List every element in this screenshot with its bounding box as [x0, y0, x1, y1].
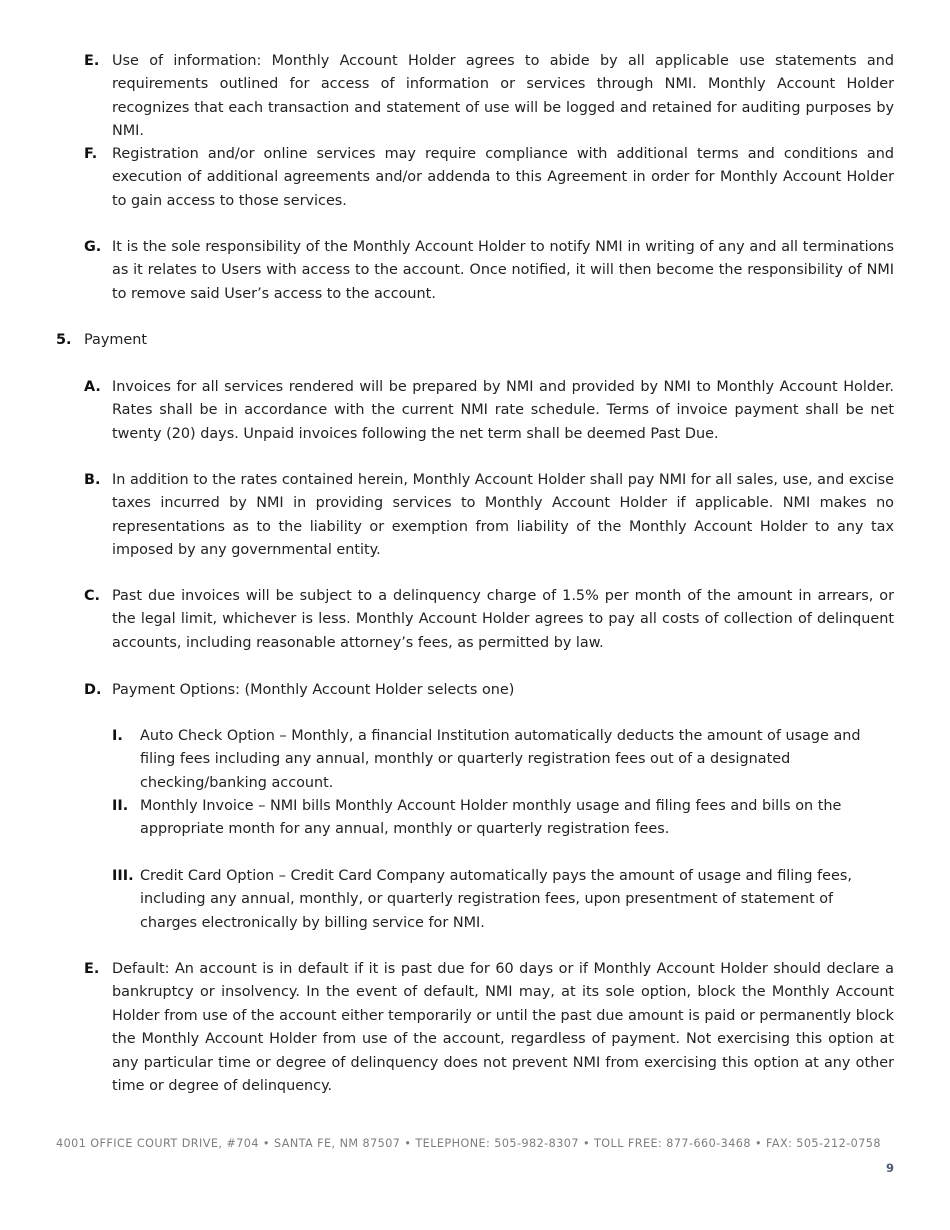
section-text: Registration and/or online services may require compliance with additional terms and conditions and execution of additional agreements and/or addenda to this Agreement in order for Monthly Account Holder to gain access to those services. [112, 146, 894, 209]
payment-option-marker: I. [112, 728, 123, 744]
page-number: 9 [885, 1161, 894, 1175]
section-text: It is the sole responsibility of the Monthly Account Holder to notify NMI in writing of any and all terminations as it relates to Users with access to the account. Once notified, it will then become the responsibility of NMI to remove said User’s access to the account. [112, 239, 894, 302]
payment-item-text: In addition to the rates contained herein, Monthly Account Holder shall pay NMI for all sales, use, and excise taxes incurred by NMI in providing services to Monthly Account Holder if applicable. NMI makes no representations as to the liability or exemption from liability of the Monthly Account Holder to any tax imposed by any governmental entity. [112, 472, 894, 559]
payment-item-b-taxes [84, 469, 894, 563]
payment-section-title: Payment [84, 332, 148, 348]
payment-option-text: Auto Check Option – Monthly, a financial Institution automatically deducts the amount of usage and filing fees including any annual, monthly or quarterly registration fees out of a designated checking/banking account. [140, 728, 861, 791]
payment-option-credit-card [112, 865, 894, 935]
payment-item-marker: B. [84, 472, 101, 488]
section-e-use-of-information [84, 50, 894, 144]
payment-item-e-default [84, 958, 894, 1098]
payment-item-text: Payment Options: (Monthly Account Holder selects one) [112, 682, 515, 698]
section-marker: E. [84, 53, 100, 69]
payment-item-c-delinquency [84, 585, 894, 655]
payment-item-a-invoices [84, 376, 894, 446]
section-g-user-terminations [84, 236, 894, 306]
section-marker: G. [84, 239, 102, 255]
payment-option-text: Credit Card Option – Credit Card Company automatically pays the amount of usage and filing fees, including any annual, monthly, or quarterly registration fees, upon presentment of statement of charges electronically by billing service for NMI. [140, 868, 852, 931]
payment-section-number: 5. [56, 332, 72, 348]
payment-item-text: Invoices for all services rendered will be prepared by NMI and provided by NMI to Monthly Account Holder. Rates shall be in accordance with the current NMI rate schedule. Terms of invoice payment shall be net twenty (20) days. Unpaid invoices following the net term shall be deemed Past Due. [112, 379, 894, 442]
payment-heading [56, 329, 894, 352]
payment-item-text: Past due invoices will be subject to a delinquency charge of 1.5% per month of the amount in arrears, or the legal limit, whichever is less. Monthly Account Holder agrees to pay all costs of collection of delinquent accounts, including reasonable attorney’s fees, as permitted by law. [112, 588, 894, 651]
payment-item-marker: A. [84, 379, 101, 395]
payment-item-text: Default: An account is in default if it is past due for 60 days or if Monthly Account Holder should declare a bankruptcy or insolvency. In the event of default, NMI may, at its sole option, block the Monthly Account Holder from use of the account either temporarily or until the past due amount is paid or permanently block the Monthly Account Holder from use of the account, regardless of payment. Not exercising this option at any particular time or degree of delinquency does not prevent NMI from exercising this option at any other time or degree of delinquency. [112, 961, 894, 1095]
payment-item-marker: D. [84, 682, 102, 698]
payment-option-auto-check [112, 725, 894, 795]
section-marker: F. [84, 146, 98, 162]
section-f-registration [84, 143, 894, 213]
footer-address: 4001 OFFICE COURT DRIVE, #704 • SANTA FE, NM 87507 • TELEPHONE: 505-982-8307 • TOLL FREE: 877-660-3468 • FAX: 505-212-0758 [56, 1137, 881, 1150]
payment-option-marker: II. [112, 798, 129, 814]
payment-option-marker: III. [112, 868, 134, 884]
section-text: Use of information: Monthly Account Holder agrees to abide by all applicable use statements and requirements outlined for access of information or services through NMI. Monthly Account Holder recognizes that each transaction and statement of use will be logged and retained for auditing purposes by NMI. [112, 53, 894, 140]
payment-item-marker: C. [84, 588, 101, 604]
payment-item-marker: E. [84, 961, 100, 977]
payment-option-monthly-invoice [112, 795, 894, 842]
payment-option-text: Monthly Invoice – NMI bills Monthly Account Holder monthly usage and filing fees and bills on the appropriate month for any annual, monthly or quarterly registration fees. [140, 798, 842, 838]
payment-item-d-options [84, 679, 894, 702]
